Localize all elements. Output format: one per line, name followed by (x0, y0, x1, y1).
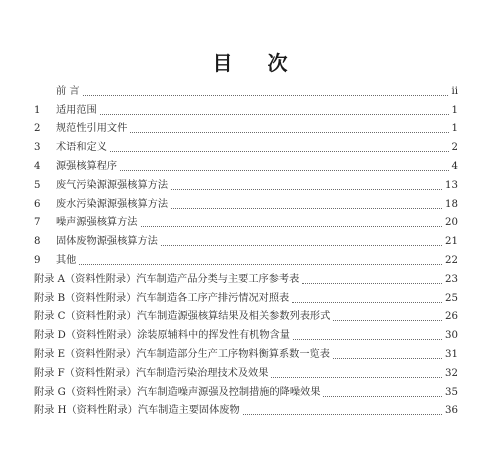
toc-appendix-entry (34, 399, 458, 418)
toc-leader-dots (130, 132, 448, 133)
toc-entry-number: 8 (34, 236, 41, 248)
page-title: 目 次 (212, 51, 302, 75)
toc-leader-dots (292, 302, 442, 303)
toc-entry-number: 9 (34, 254, 41, 266)
toc-appendix-entry (34, 286, 458, 305)
toc-leader-dots (161, 245, 442, 246)
toc-leader-dots (83, 95, 449, 96)
toc-appendix-entry (34, 342, 458, 361)
toc-entry (34, 192, 458, 211)
toc-entry-page: 31 (445, 348, 458, 360)
toc-entry-page: ii (451, 85, 458, 97)
toc-entry-number: 3 (34, 142, 41, 154)
toc-appendix-entry (34, 361, 458, 380)
toc-entry-label: 其他 (56, 254, 77, 266)
toc-leader-dots (333, 320, 442, 321)
toc-entry-label: 附录 B（资料性附录）汽车制造各工序产排污情况对照表 (34, 292, 290, 304)
toc-entry-page: 20 (445, 217, 458, 229)
toc-entry-number: 2 (34, 123, 41, 135)
toc-entry-label: 前 言 (56, 85, 80, 97)
toc-appendix-entry (34, 323, 458, 342)
toc-leader-dots (323, 396, 442, 397)
toc-entry-page: 2 (451, 142, 458, 154)
toc-leader-dots (243, 414, 442, 415)
toc-entry-number: 1 (34, 104, 41, 116)
toc-appendix-entry (34, 267, 458, 286)
toc-entry (34, 248, 458, 267)
toc-entry-label: 术语和定义 (56, 142, 107, 154)
toc-entry (34, 98, 458, 117)
toc-entry-page: 35 (445, 386, 458, 398)
toc-entry (34, 229, 458, 248)
toc-entry-label: 规范性引用文件 (56, 123, 128, 135)
toc-leader-dots (110, 151, 449, 152)
toc-entry-label: 附录 D（资料性附录）涂装原辅料中的挥发性有机物含量 (34, 330, 290, 342)
toc-entry (34, 135, 458, 154)
toc-entry-label: 附录 H（资料性附录）汽车制造主要固体废物 (34, 405, 240, 417)
toc-leader-dots (120, 170, 448, 171)
toc-entry-page: 22 (445, 254, 458, 266)
toc-entry-label: 附录 E（资料性附录）汽车制造部分生产工序物料衡算系数一览表 (34, 348, 330, 360)
toc-entry-page: 13 (445, 179, 458, 191)
toc-leader-dots (271, 377, 442, 378)
toc-entry-page: 21 (445, 236, 458, 248)
toc-leader-dots (333, 358, 442, 359)
toc-entry-label: 适用范围 (56, 104, 97, 116)
toc-entry-label: 噪声源强核算方法 (56, 217, 138, 229)
toc-entry-number: 7 (34, 217, 41, 229)
toc-entry-page: 25 (445, 292, 458, 304)
toc-entry-label: 固体废物源强核算方法 (56, 236, 158, 248)
toc-entry-page: 36 (445, 405, 458, 417)
toc-leader-dots (79, 264, 442, 265)
toc-appendix-entry (34, 305, 458, 324)
toc-entry-label: 废水污染源源强核算方法 (56, 198, 169, 210)
toc-entry-number: 5 (34, 179, 41, 191)
toc-entry-label: 附录 C（资料性附录）汽车制造源强核算结果及相关参数列表形式 (34, 311, 331, 323)
toc-entry (34, 79, 458, 98)
toc-entry-page: 23 (445, 273, 458, 285)
toc-entry-label: 附录 G（资料性附录）汽车制造噪声源强及控制措施的降噪效果 (34, 386, 321, 398)
toc-leader-dots (171, 189, 442, 190)
toc-entry-page: 4 (451, 160, 458, 172)
toc-entry-page: 32 (445, 367, 458, 379)
toc-leader-dots (302, 283, 442, 284)
toc-entry (34, 117, 458, 136)
toc-entry-label: 源强核算程序 (56, 160, 118, 172)
toc-leader-dots (141, 226, 443, 227)
toc-entry-label: 附录 A（资料性附录）汽车制造产品分类与主要工序参考表 (34, 273, 300, 285)
toc-leader-dots (293, 339, 442, 340)
toc-entry-page: 18 (445, 198, 458, 210)
toc-entry (34, 211, 458, 230)
toc-entry-page: 1 (451, 123, 458, 135)
toc-entry-number: 4 (34, 160, 41, 172)
table-of-contents (34, 79, 458, 417)
toc-entry (34, 154, 458, 173)
toc-entry-number: 6 (34, 198, 41, 210)
toc-leader-dots (100, 114, 449, 115)
toc-appendix-entry (34, 380, 458, 399)
toc-entry-label: 废气污染源源强核算方法 (56, 179, 169, 191)
toc-entry (34, 173, 458, 192)
toc-entry-page: 26 (445, 311, 458, 323)
toc-entry-page: 30 (445, 330, 458, 342)
toc-entry-label: 附录 F（资料性附录）汽车制造污染治理技术及效果 (34, 367, 269, 379)
toc-entry-page: 1 (451, 104, 458, 116)
toc-leader-dots (171, 208, 442, 209)
